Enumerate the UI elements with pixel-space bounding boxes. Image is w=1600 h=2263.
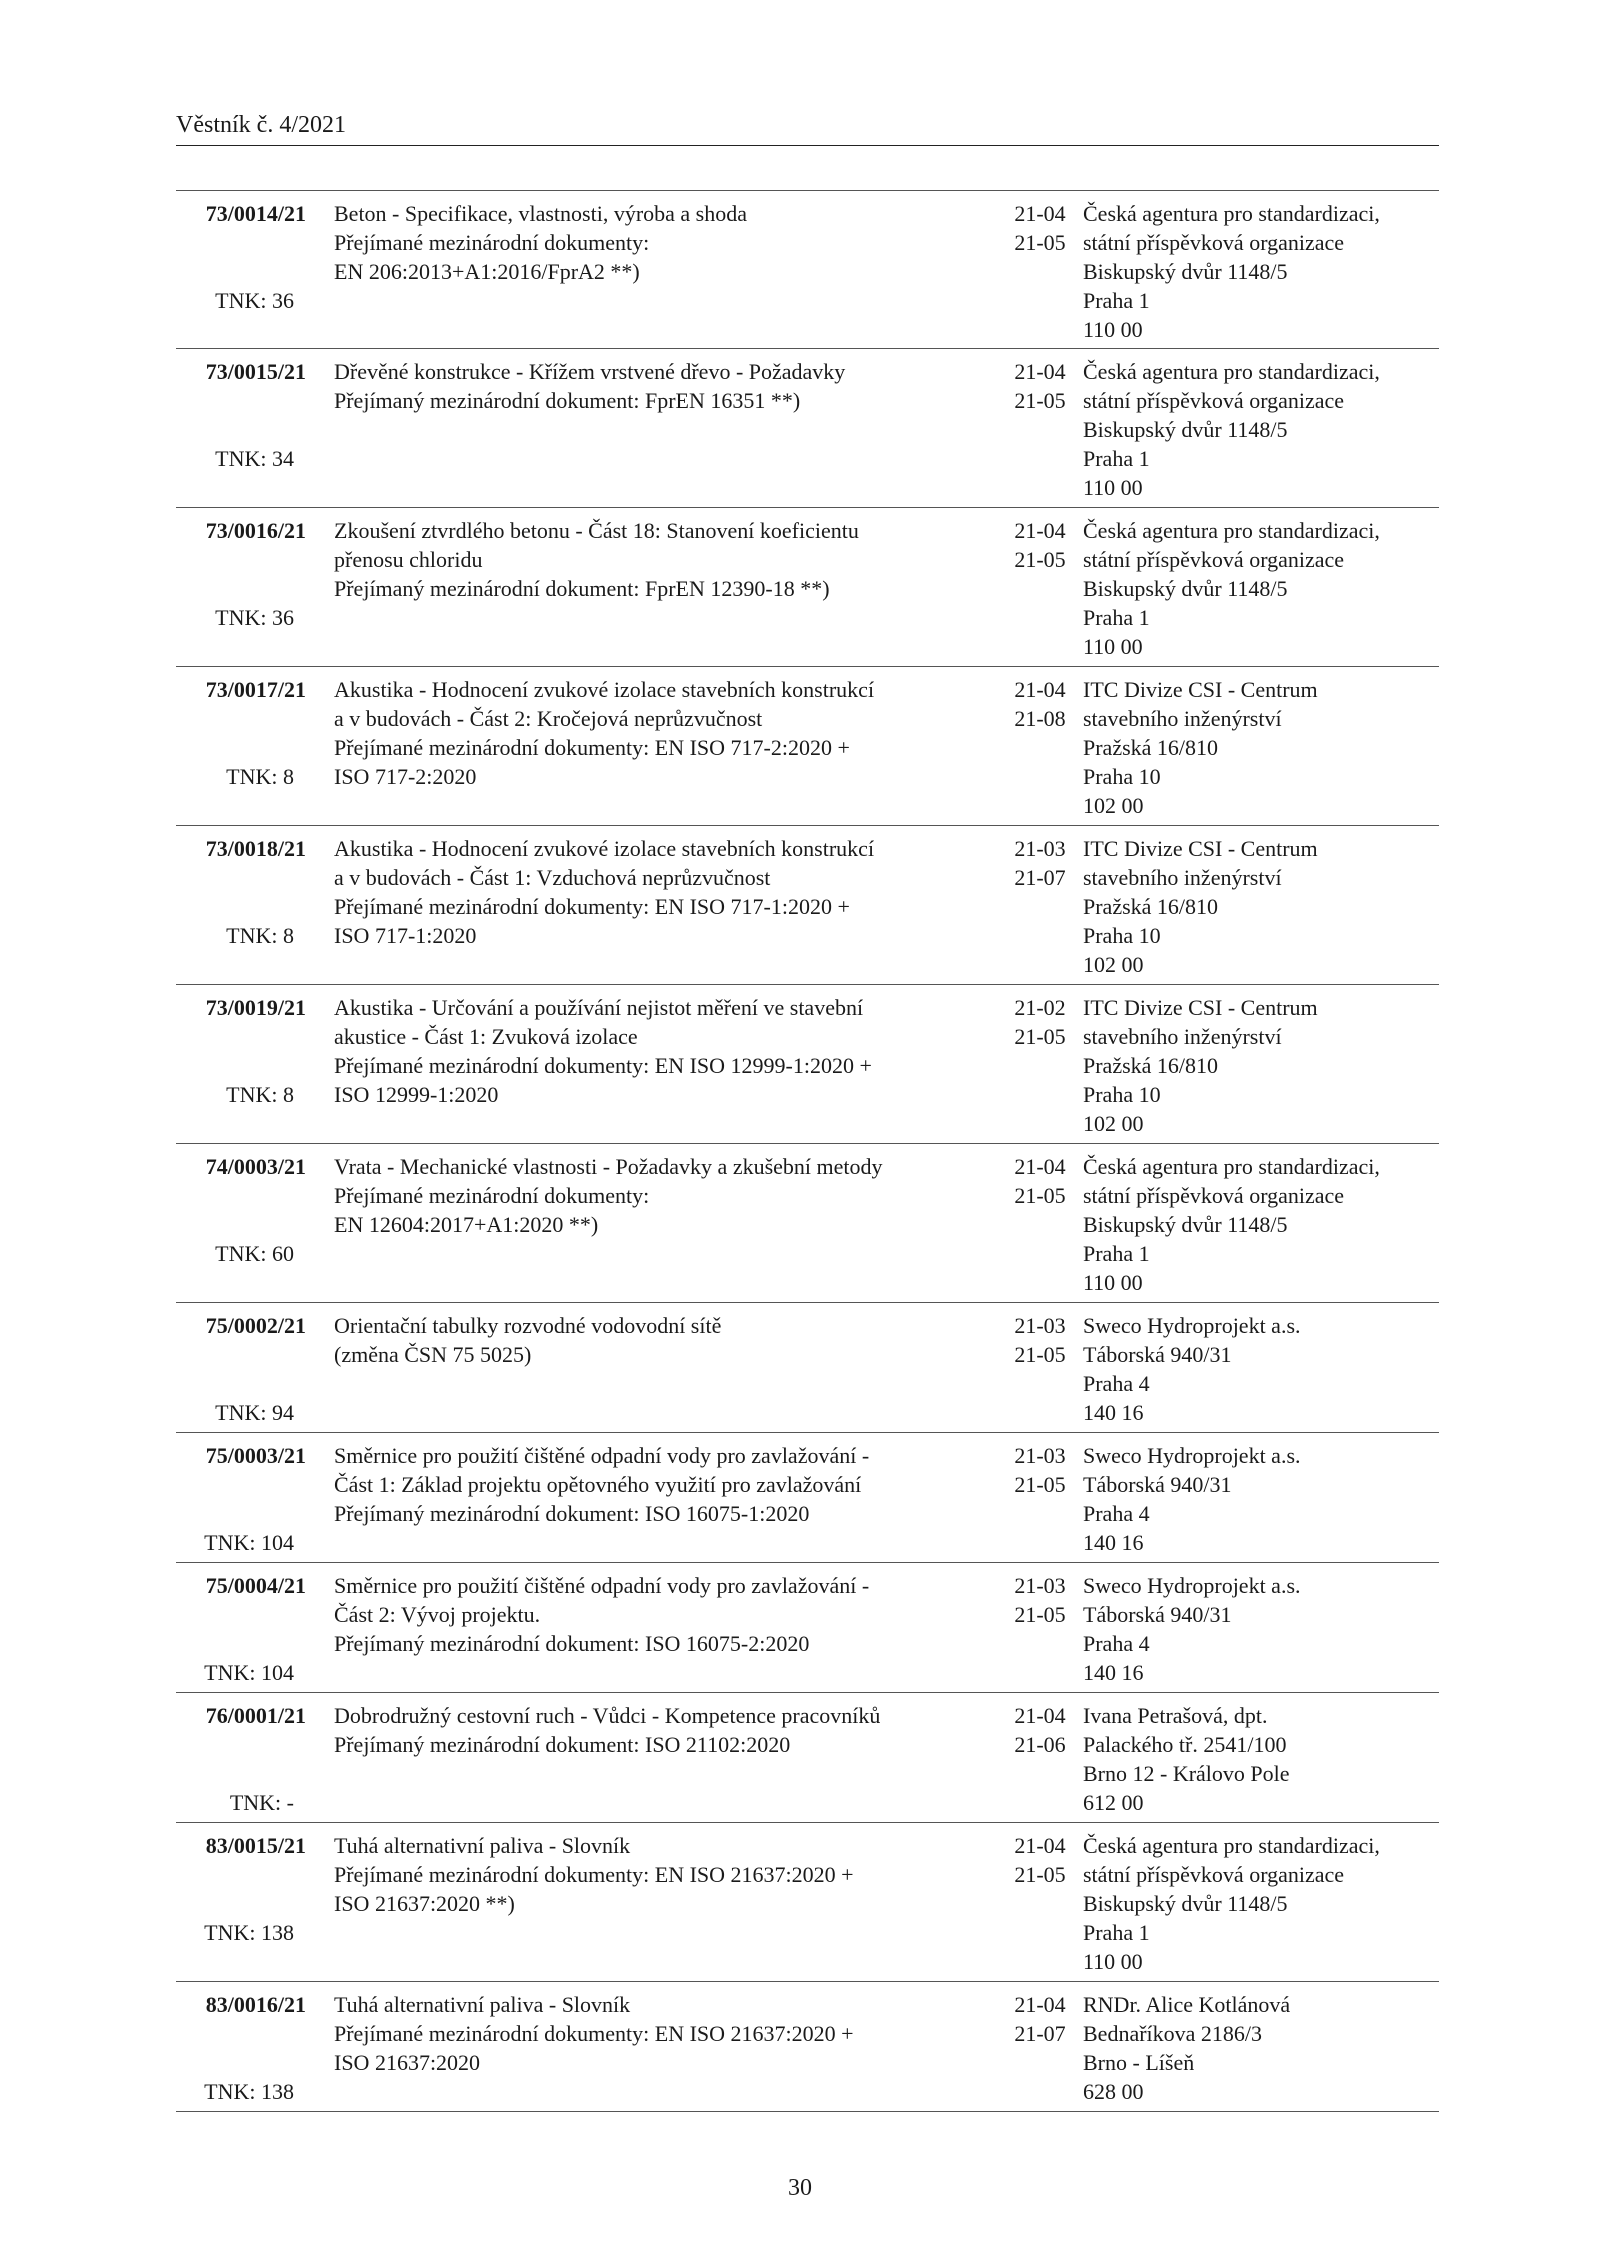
address-line: 102 00 — [1083, 1111, 1144, 1136]
address-line: 612 00 — [1083, 1790, 1144, 1815]
date-line: 21-05 — [1014, 1183, 1066, 1208]
comment-dates — [990, 1441, 1090, 1499]
tnk-label: TNK: - — [229, 1790, 294, 1815]
address-line: Pražská 16/810 — [1083, 894, 1219, 919]
title-line: ISO 21637:2020 — [334, 2050, 481, 2075]
processor-address — [1083, 199, 1443, 344]
date-line: 21-04 — [1014, 201, 1066, 226]
date-line: 21-05 — [1014, 1342, 1066, 1367]
standard-title — [334, 1701, 994, 1759]
address-line: Táborská 940/31 — [1083, 1602, 1232, 1627]
address-line: Praha 1 — [1083, 1241, 1150, 1266]
address-line: státní příspěvková organizace — [1083, 547, 1345, 572]
title-line: Akustika - Hodnocení zvukové izolace stavebních konstrukcí — [334, 677, 875, 702]
standard-number: 73/0019/21 — [205, 995, 306, 1020]
date-line: 21-05 — [1014, 1024, 1066, 1049]
tnk-label: TNK: 8 — [226, 1082, 294, 1107]
comment-dates — [990, 834, 1090, 892]
comment-dates — [990, 1571, 1090, 1629]
date-line: 21-04 — [1014, 677, 1066, 702]
address-line: stavebního inženýrství — [1083, 1024, 1282, 1049]
title-line: Přejímané mezinárodní dokumenty: EN ISO 21637:2020 + — [334, 2021, 854, 2046]
address-line: Česká agentura pro standardizaci, — [1083, 518, 1380, 543]
title-line: Tuhá alternativní paliva - Slovník — [334, 1992, 631, 2017]
tnk-label: TNK: 60 — [215, 1241, 294, 1266]
page-number: 30 — [788, 2175, 812, 2201]
title-line: a v budovách - Část 2: Kročejová neprůzvučnost — [334, 706, 763, 731]
address-line: Česká agentura pro standardizaci, — [1083, 1833, 1380, 1858]
title-line: Přejímané mezinárodní dokumenty: EN ISO 12999-1:2020 + — [334, 1053, 872, 1078]
address-line: Palackého tř. 2541/100 — [1083, 1732, 1287, 1757]
address-line: 140 16 — [1083, 1530, 1144, 1555]
title-line: ISO 717-1:2020 — [334, 923, 477, 948]
address-line: 140 16 — [1083, 1660, 1144, 1685]
address-line: Sweco Hydroprojekt a.s. — [1083, 1573, 1301, 1598]
address-line: ITC Divize CSI - Centrum — [1083, 836, 1318, 861]
standard-number: 73/0017/21 — [205, 677, 306, 702]
standard-number: 75/0002/21 — [205, 1313, 306, 1338]
address-line: Sweco Hydroprojekt a.s. — [1083, 1443, 1301, 1468]
standard-number: 73/0016/21 — [205, 518, 306, 543]
tnk-label: TNK: 34 — [215, 446, 294, 471]
processor-address — [1083, 1701, 1443, 1817]
processor-address — [1083, 1311, 1443, 1427]
title-line: ISO 12999-1:2020 — [334, 1082, 499, 1107]
processor-address — [1083, 1831, 1443, 1976]
address-line: Praha 4 — [1083, 1501, 1150, 1526]
address-line: Praha 1 — [1083, 446, 1150, 471]
standard-number: 75/0003/21 — [205, 1443, 306, 1468]
address-line: státní příspěvková organizace — [1083, 388, 1345, 413]
date-line: 21-04 — [1014, 1154, 1066, 1179]
processor-address — [1083, 1571, 1443, 1687]
date-line: 21-03 — [1014, 1443, 1066, 1468]
tnk-label: TNK: 138 — [204, 2079, 294, 2104]
address-line: Sweco Hydroprojekt a.s. — [1083, 1313, 1301, 1338]
standard-number: 73/0014/21 — [205, 201, 306, 226]
title-line: ISO 21637:2020 **) — [334, 1891, 515, 1916]
standard-title — [334, 1441, 994, 1528]
address-line: státní příspěvková organizace — [1083, 1183, 1345, 1208]
standards-list — [176, 190, 1439, 2112]
standard-entry — [176, 1144, 1439, 1303]
address-line: Praha 10 — [1083, 1082, 1161, 1107]
title-line: Beton - Specifikace, vlastnosti, výroba a shoda — [334, 201, 748, 226]
address-line: Biskupský dvůr 1148/5 — [1083, 1212, 1288, 1237]
tnk-label: TNK: 8 — [226, 764, 294, 789]
date-line: 21-05 — [1014, 1472, 1066, 1497]
comment-dates — [990, 199, 1090, 257]
standard-number: 83/0016/21 — [205, 1992, 306, 2017]
address-line: Táborská 940/31 — [1083, 1342, 1232, 1367]
page-header-title: Věstník č. 4/2021 — [176, 112, 346, 138]
comment-dates — [990, 1152, 1090, 1210]
tnk-label: TNK: 8 — [226, 923, 294, 948]
title-line: a v budovách - Část 1: Vzduchová neprůzvučnost — [334, 865, 771, 890]
comment-dates — [990, 1311, 1090, 1369]
address-line: Biskupský dvůr 1148/5 — [1083, 576, 1288, 601]
standard-title — [334, 1571, 994, 1658]
processor-address — [1083, 357, 1443, 502]
title-line: EN 12604:2017+A1:2020 **) — [334, 1212, 599, 1237]
address-line: Pražská 16/810 — [1083, 1053, 1219, 1078]
date-line: 21-04 — [1014, 518, 1066, 543]
title-line: EN 206:2013+A1:2016/FprA2 **) — [334, 259, 640, 284]
title-line: Část 1: Základ projektu opětovného využití pro zavlažování — [334, 1472, 862, 1497]
title-line: ISO 717-2:2020 — [334, 764, 477, 789]
standard-number: 73/0018/21 — [205, 836, 306, 861]
address-line: 140 16 — [1083, 1400, 1144, 1425]
address-line: Ivana Petrašová, dpt. — [1083, 1703, 1268, 1728]
title-line: Akustika - Určování a používání nejistot měření ve stavební — [334, 995, 864, 1020]
address-line: státní příspěvková organizace — [1083, 1862, 1345, 1887]
address-line: 110 00 — [1083, 1270, 1143, 1295]
date-line: 21-04 — [1014, 359, 1066, 384]
date-line: 21-05 — [1014, 388, 1066, 413]
standard-title — [334, 1152, 994, 1239]
date-line: 21-04 — [1014, 1992, 1066, 2017]
tnk-label: TNK: 94 — [215, 1400, 294, 1425]
title-line: Směrnice pro použití čištěné odpadní vody pro zavlažování - — [334, 1573, 870, 1598]
tnk-label: TNK: 36 — [215, 288, 294, 313]
address-line: Biskupský dvůr 1148/5 — [1083, 1891, 1288, 1916]
address-line: 110 00 — [1083, 634, 1143, 659]
comment-dates — [990, 675, 1090, 733]
tnk-label: TNK: 104 — [204, 1530, 294, 1555]
date-line: 21-04 — [1014, 1833, 1066, 1858]
tnk-label: TNK: 36 — [215, 605, 294, 630]
date-line: 21-05 — [1014, 230, 1066, 255]
title-line: Přejímaný mezinárodní dokument: ISO 16075-2:2020 — [334, 1631, 810, 1656]
date-line: 21-07 — [1014, 865, 1066, 890]
processor-address — [1083, 516, 1443, 661]
processor-address — [1083, 1990, 1443, 2106]
title-line: Přejímané mezinárodní dokumenty: — [334, 1183, 650, 1208]
address-line: 110 00 — [1083, 1949, 1143, 1974]
title-line: Orientační tabulky rozvodné vodovodní sítě — [334, 1313, 722, 1338]
standard-number: 73/0015/21 — [205, 359, 306, 384]
address-line: Brno 12 - Královo Pole — [1083, 1761, 1290, 1786]
address-line: Praha 4 — [1083, 1371, 1150, 1396]
address-line: RNDr. Alice Kotlánová — [1083, 1992, 1291, 2017]
address-line: 110 00 — [1083, 317, 1143, 342]
standard-title — [334, 357, 994, 415]
title-line: Směrnice pro použití čištěné odpadní vody pro zavlažování - — [334, 1443, 870, 1468]
title-line: Přejímané mezinárodní dokumenty: EN ISO 21637:2020 + — [334, 1862, 854, 1887]
standard-title — [334, 199, 994, 286]
tnk-label: TNK: 138 — [204, 1920, 294, 1945]
title-line: Přejímané mezinárodní dokumenty: — [334, 230, 650, 255]
address-line: stavebního inženýrství — [1083, 865, 1282, 890]
title-line: Přejímaný mezinárodní dokument: FprEN 12390-18 **) — [334, 576, 830, 601]
title-line: Přejímaný mezinárodní dokument: ISO 16075-1:2020 — [334, 1501, 810, 1526]
address-line: Praha 1 — [1083, 1920, 1150, 1945]
address-line: Bednaříkova 2186/3 — [1083, 2021, 1263, 2046]
comment-dates — [990, 993, 1090, 1051]
standard-title — [334, 1311, 994, 1369]
date-line: 21-02 — [1014, 995, 1066, 1020]
comment-dates — [990, 1831, 1090, 1889]
title-line: Dřevěné konstrukce - Křížem vrstvené dřevo - Požadavky — [334, 359, 846, 384]
date-line: 21-04 — [1014, 1703, 1066, 1728]
processor-address — [1083, 993, 1443, 1138]
address-line: Brno - Líšeň — [1083, 2050, 1195, 2075]
standard-entry — [176, 190, 1439, 349]
address-line: 628 00 — [1083, 2079, 1144, 2104]
title-line: Vrata - Mechanické vlastnosti - Požadavky a zkušební metody — [334, 1154, 883, 1179]
title-line: Přejímané mezinárodní dokumenty: EN ISO 717-2:2020 + — [334, 735, 850, 760]
address-line: Biskupský dvůr 1148/5 — [1083, 417, 1288, 442]
date-line: 21-05 — [1014, 1862, 1066, 1887]
address-line: Česká agentura pro standardizaci, — [1083, 1154, 1380, 1179]
date-line: 21-03 — [1014, 1573, 1066, 1598]
title-line: akustice - Část 1: Zvuková izolace — [334, 1024, 638, 1049]
standard-entry — [176, 826, 1439, 985]
standard-entry — [176, 1693, 1439, 1823]
standard-entry — [176, 1303, 1439, 1433]
date-line: 21-05 — [1014, 1602, 1066, 1627]
title-line: (změna ČSN 75 5025) — [334, 1342, 532, 1367]
comment-dates — [990, 516, 1090, 574]
address-line: Pražská 16/810 — [1083, 735, 1219, 760]
processor-address — [1083, 1152, 1443, 1297]
address-line: Táborská 940/31 — [1083, 1472, 1232, 1497]
address-line: stavebního inženýrství — [1083, 706, 1282, 731]
address-line: Praha 4 — [1083, 1631, 1150, 1656]
title-line: Přejímaný mezinárodní dokument: FprEN 16351 **) — [334, 388, 801, 413]
title-line: Tuhá alternativní paliva - Slovník — [334, 1833, 631, 1858]
standard-number: 83/0015/21 — [205, 1833, 306, 1858]
standard-number: 74/0003/21 — [205, 1154, 306, 1179]
standard-entry — [176, 349, 1439, 508]
address-line: Praha 1 — [1083, 288, 1150, 313]
standard-entry — [176, 508, 1439, 667]
standard-entry — [176, 985, 1439, 1144]
standard-title — [334, 993, 994, 1109]
comment-dates — [990, 1990, 1090, 2048]
processor-address — [1083, 675, 1443, 820]
title-line: přenosu chloridu — [334, 547, 483, 572]
address-line: ITC Divize CSI - Centrum — [1083, 995, 1318, 1020]
address-line: Praha 10 — [1083, 923, 1161, 948]
standard-title — [334, 1990, 994, 2077]
date-line: 21-08 — [1014, 706, 1066, 731]
standard-number: 75/0004/21 — [205, 1573, 306, 1598]
standard-title — [334, 675, 994, 791]
title-line: Akustika - Hodnocení zvukové izolace stavebních konstrukcí — [334, 836, 875, 861]
date-line: 21-06 — [1014, 1732, 1066, 1757]
title-line: Dobrodružný cestovní ruch - Vůdci - Kompetence pracovníků — [334, 1703, 881, 1728]
standard-number: 76/0001/21 — [205, 1703, 306, 1728]
address-line: Praha 1 — [1083, 605, 1150, 630]
standard-entry — [176, 1433, 1439, 1563]
standard-entry — [176, 1823, 1439, 1982]
title-line: Zkoušení ztvrdlého betonu - Část 18: Stanovení koeficientu — [334, 518, 859, 543]
processor-address — [1083, 834, 1443, 979]
title-line: Přejímaný mezinárodní dokument: ISO 21102:2020 — [334, 1732, 791, 1757]
comment-dates — [990, 357, 1090, 415]
address-line: Česká agentura pro standardizaci, — [1083, 201, 1380, 226]
address-line: Praha 10 — [1083, 764, 1161, 789]
standard-title — [334, 516, 994, 603]
comment-dates — [990, 1701, 1090, 1759]
title-line: Přejímané mezinárodní dokumenty: EN ISO 717-1:2020 + — [334, 894, 850, 919]
date-line: 21-03 — [1014, 1313, 1066, 1338]
address-line: 102 00 — [1083, 952, 1144, 977]
standard-title — [334, 1831, 994, 1918]
address-line: 110 00 — [1083, 475, 1143, 500]
tnk-label: TNK: 104 — [204, 1660, 294, 1685]
address-line: Biskupský dvůr 1148/5 — [1083, 259, 1288, 284]
standard-entry — [176, 1982, 1439, 2112]
header-divider — [176, 145, 1439, 146]
processor-address — [1083, 1441, 1443, 1557]
standard-entry — [176, 1563, 1439, 1693]
date-line: 21-07 — [1014, 2021, 1066, 2046]
date-line: 21-03 — [1014, 836, 1066, 861]
address-line: státní příspěvková organizace — [1083, 230, 1345, 255]
standard-title — [334, 834, 994, 950]
title-line: Část 2: Vývoj projektu. — [334, 1602, 541, 1627]
address-line: Česká agentura pro standardizaci, — [1083, 359, 1380, 384]
address-line: 102 00 — [1083, 793, 1144, 818]
standard-entry — [176, 667, 1439, 826]
address-line: ITC Divize CSI - Centrum — [1083, 677, 1318, 702]
date-line: 21-05 — [1014, 547, 1066, 572]
